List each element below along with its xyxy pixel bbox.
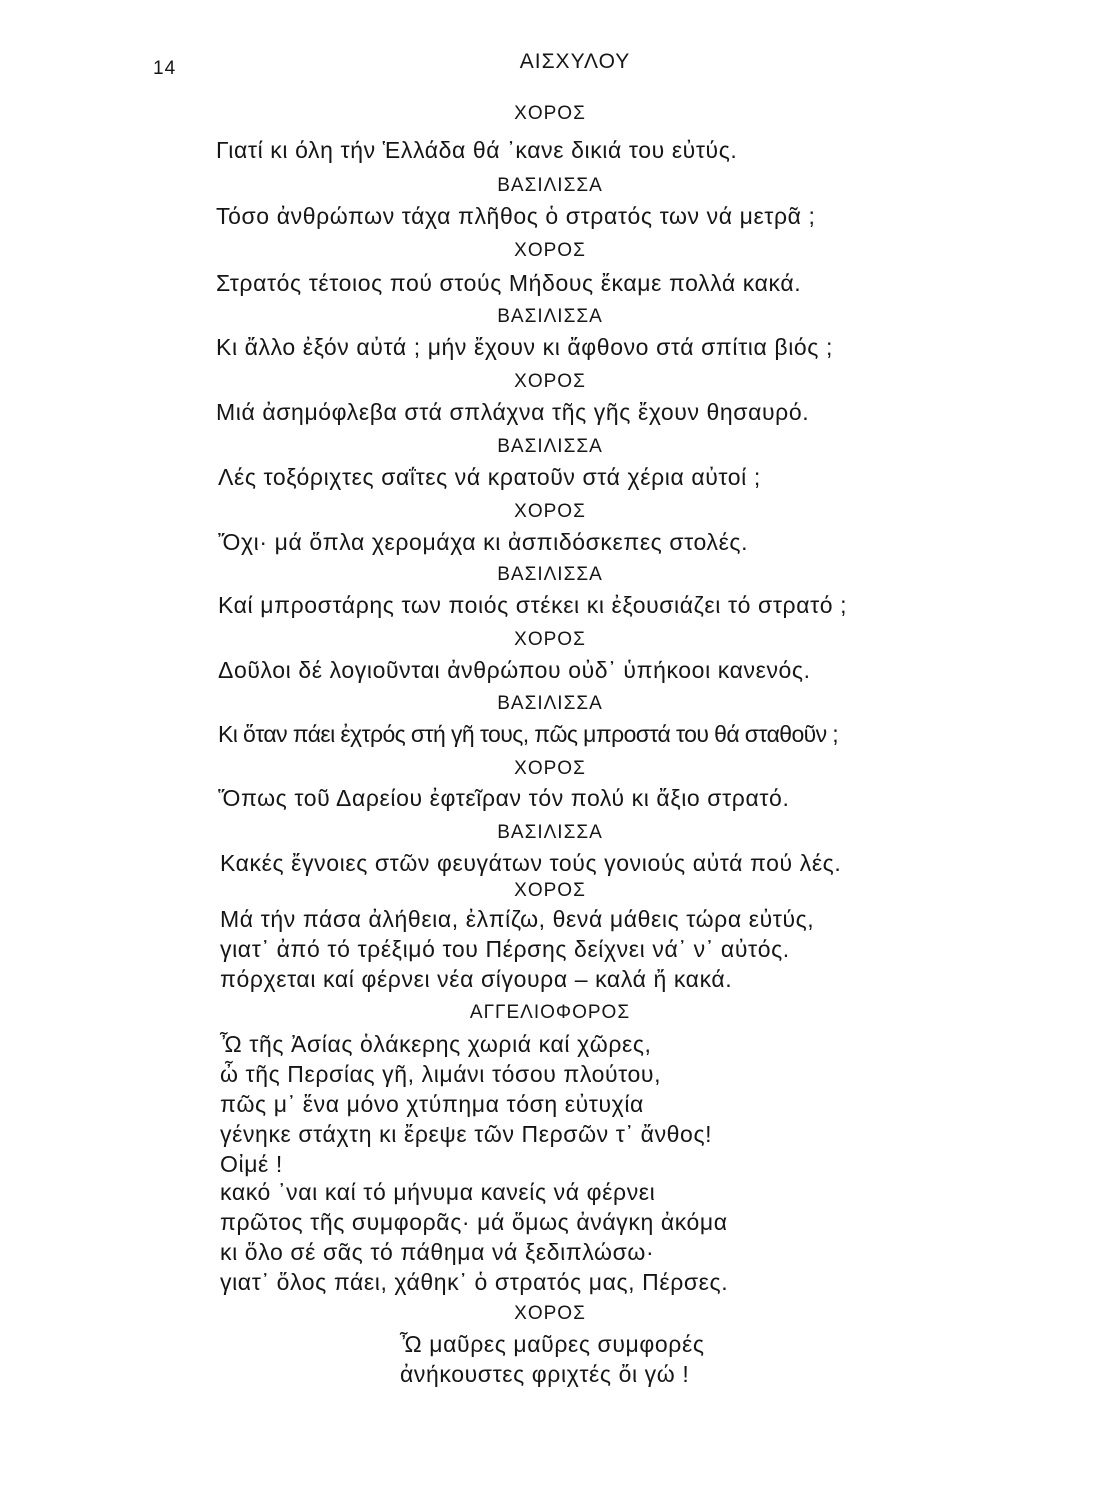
speaker-label: ΧΟΡΟΣ (514, 501, 586, 522)
speaker-label: ΒΑΣΙΛΙΣΣΑ (497, 436, 603, 457)
verse-line: Ὅπως τοῦ Δαρείου ἐφτεῖραν τόν πολύ κι ἄξιο στρατό. (218, 785, 790, 811)
speaker-label: ΧΟΡΟΣ (514, 758, 586, 779)
verse-line: Ὦ μαῦρες μαῦρες συμφορές (400, 1331, 705, 1357)
verse-line: κακό ᾽ναι καί τό μήνυμα κανείς νά φέρνει (220, 1179, 656, 1205)
speaker-label: ΧΟΡΟΣ (514, 1303, 586, 1324)
speaker-label: ΧΟΡΟΣ (514, 103, 586, 124)
speaker-label: ΒΑΣΙΛΙΣΣΑ (497, 175, 603, 196)
speaker-label: ΧΟΡΟΣ (514, 371, 586, 392)
verse-line: Καί μπροστάρης των ποιός στέκει κι ἐξουσιάζει τό στρατό ; (218, 592, 848, 618)
verse-line: Ὄχι· μά ὅπλα χερομάχα κι ἀσπιδόσκεπες στολές. (218, 529, 749, 555)
verse-line: Δοῦλοι δέ λογιοῦνται ἀνθρώπου οὐδ᾽ ὑπήκοοι κανενός. (218, 657, 811, 683)
speaker-label: ΑΓΓΕΛΙΟΦΟΡΟΣ (469, 1002, 631, 1023)
verse-line: Λές τοξόριχτες σαΐτες νά κρατοῦν στά χέρια αὐτοί ; (218, 464, 761, 490)
verse-line: γιατ᾽ ὅλος πάει, χάθηκ᾽ ὁ στρατός μας, Πέρσες. (220, 1269, 729, 1295)
verse-line: πρῶτος τῆς συμφορᾶς· μά ὅμως ἀνάγκη ἀκόμα (220, 1209, 728, 1235)
verse-line: πόρχεται καί φέρνει νέα σίγουρα – καλά ἤ κακά. (220, 966, 733, 992)
verse-line: Ὦ τῆς Ἀσίας ὁλάκερης χωριά καί χῶρες, (220, 1031, 652, 1057)
verse-line: ἀνήκουστες φριχτές ὄι γώ ! (400, 1361, 690, 1387)
verse-line: Μιά ἀσημόφλεβα στά σπλάχνα τῆς γῆς ἔχουν θησαυρό. (216, 399, 810, 425)
verse-line: Οἰμέ ! (220, 1151, 283, 1177)
verse-line: πῶς μ᾽ ἕνα μόνο χτύπημα τόση εὐτυχία (220, 1091, 644, 1117)
speaker-label: ΧΟΡΟΣ (514, 240, 586, 261)
verse-line: Κι ὅταν πάει ἐχτρός στή γῆ τους, πῶς μπροστά του θά σταθοῦν ; (218, 721, 839, 747)
speaker-label: ΒΑΣΙΛΙΣΣΑ (497, 306, 603, 327)
running-head: ΑΙΣΧΥΛΟΥ (519, 50, 631, 73)
speaker-label: ΧΟΡΟΣ (514, 629, 586, 650)
verse-line: ὦ τῆς Περσίας γῆ, λιμάνι τόσου πλούτου, (220, 1061, 662, 1087)
verse-line: Στρατός τέτοιος πού στούς Μήδους ἔκαμε πολλά κακά. (216, 270, 802, 296)
verse-line: Μά τήν πάσα ἀλήθεια, ἐλπίζω, θενά μάθεις τώρα εὐτύς, (220, 906, 815, 932)
speaker-label: ΒΑΣΙΛΙΣΣΑ (497, 693, 603, 714)
speaker-label: ΒΑΣΙΛΙΣΣΑ (497, 564, 603, 585)
speaker-label: ΒΑΣΙΛΙΣΣΑ (497, 822, 603, 843)
speaker-label: ΧΟΡΟΣ (514, 880, 586, 901)
verse-line: Γιατί κι όλη τήν Ἑλλάδα θά ᾽κανε δικιά του εὐτύς. (216, 137, 738, 163)
verse-line: Τόσο ἀνθρώπων τάχα πλῆθος ὁ στρατός των νά μετρᾶ ; (216, 203, 816, 229)
verse-line: Κι ἄλλο ἐξόν αὐτά ; μήν ἔχουν κι ἄφθονο στά σπίτια βιός ; (216, 334, 833, 360)
verse-line: κι ὅλο σέ σᾶς τό πάθημα νά ξεδιπλώσω· (220, 1239, 655, 1265)
verse-line: γιατ᾽ ἀπό τό τρέξιμό του Πέρσης δείχνει νά᾽ ν᾽ αὐτός. (220, 936, 790, 962)
verse-line: γένηκε στάχτη κι ἔρεψε τῶν Περσῶν τ᾽ ἄνθος! (220, 1121, 713, 1147)
verse-line: Κακές ἔγνοιες στῶν φευγάτων τούς γονιούς αὐτά πού λές. (220, 850, 842, 876)
page-number: 14 (153, 58, 177, 79)
